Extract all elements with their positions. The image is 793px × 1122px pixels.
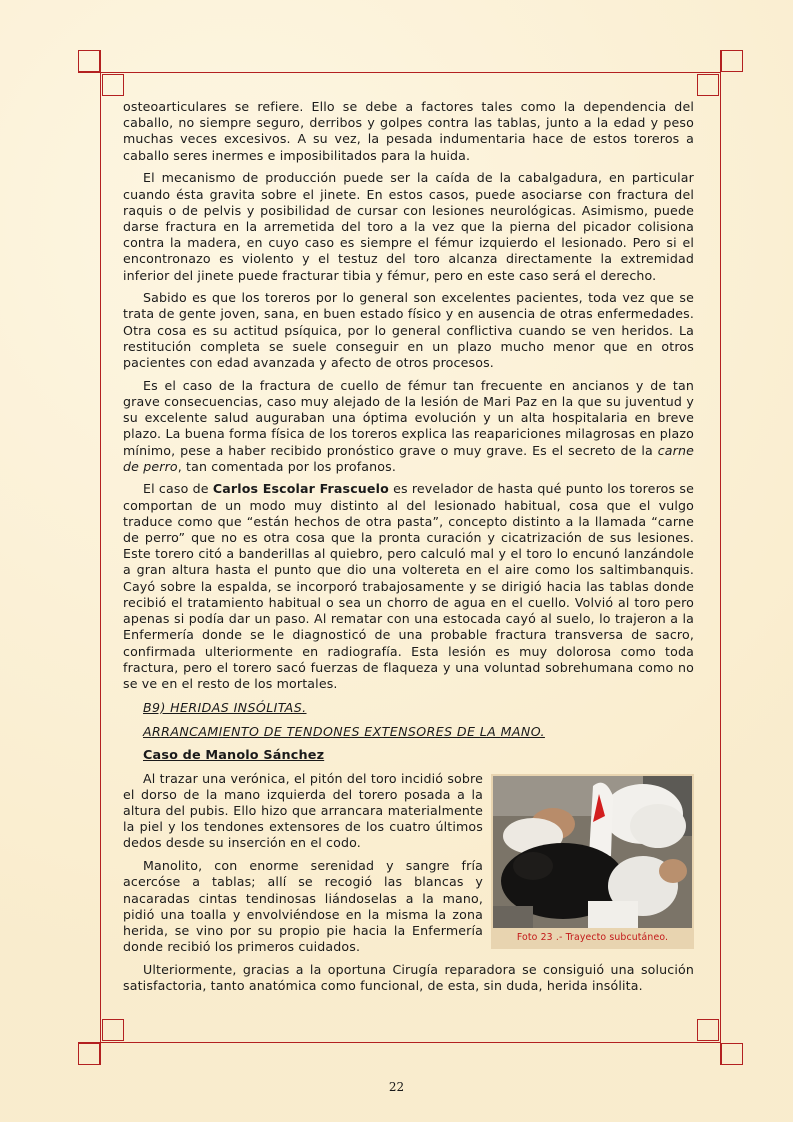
paragraph-5-text: es revelador de hasta qué punto los toreros se comportan de un modo muy distinto al del lesionado habitual, cosa que el vulgo traduce como que “están hechos de otra pasta”, concepto distinto a la llamada “carne de perro” que no es otra cosa que la pronta curación y cicatrización de sus lesiones. Este torero citó a banderillas al quiebro, pero calculó mal y el toro lo encunó lanzándole a gran altura hasta el punto que dio una voltereta en el aire como los saltimbanquis. Cayó sobre la espalda, se incorporó trabajosamente y se dirigió hacia las tablas donde recibió el tratamiento habitual o sea un chorro de agua en el cuello. Volvió al toro pero apenas si podía dar un paso. Al rematar con una estocada cayó al suelo, lo trajeron a la Enfermería donde se le diagnosticó de una probable fractura transversa de sacro, confirmada ulteriormente en radiografía. Esta lesión es muy dolorosa como toda fractura, pero el torero sacó fuerzas de flaqueza y una voluntad sobrehumana como no se ve en el resto de los mortales.	[123, 481, 694, 691]
frame-bottom-line	[78, 1042, 721, 1043]
corner-ornament-top-left	[78, 50, 124, 96]
paragraph-5-lead: El caso de	[143, 481, 213, 497]
case-heading: Caso de Manolo Sánchez	[143, 747, 325, 763]
section-heading-b9: B9) HERIDAS INSÓLITAS.	[143, 699, 307, 715]
frame-left-line	[100, 50, 101, 1065]
paragraph-5	[123, 481, 694, 692]
paragraph-1: osteoarticulares se refiere. Ello se debe a factores tales como la dependencia del caballo, no siempre seguro, derribos y golpes contra las tablas, junto a la edad y peso muchas veces excesivos. A su vez, la pesada indumentaria hace de estos toreros a caballo seres inermes e imposibilitados para la huida.	[123, 99, 694, 163]
paragraph-4	[123, 378, 694, 475]
paragraph-8: Ulteriormente, gracias a la oportuna Cirugía reparadora se consiguió una solución satisfactoria, tanto anatómica como funcional, de esta, sin duda, herida insólita.	[123, 961, 694, 994]
page-body	[123, 99, 694, 1001]
section-heading-tendons: ARRANCAMIENTO DE TENDONES EXTENSORES DE LA MANO.	[143, 723, 545, 739]
paragraph-4-italic: carne de perro	[123, 442, 694, 474]
paragraph-4-tail: , tan comentada por los profanos.	[177, 458, 396, 474]
corner-ornament-bottom-left	[78, 1019, 124, 1065]
paragraph-7: Manolito, con enorme serenidad y sangre fría acercóse a tablas; allí se recogió las blancas y nacaradas cintas tendinosas liándoselas a la mano, pidió una toalla y envolviéndose en la misma la zona herida, se vino por su propio pie hacia la Enfermería donde recibió los primeros cuidados.	[123, 858, 483, 955]
paragraph-4-text: Es el caso de la fractura de cuello de fémur tan frecuente en ancianos y de tan grave consecuencias, caso muy alejado de la lesión de Mari Paz en la que su juventud y su excelente salud auguraban una óptima evolución y un alta hospitalaria en breve plazo. La buena forma física de los toreros explica las reapariciones milagrosas en plazo mínimo, pese a haber recibido pronóstico grave o muy grave. Es el secreto de la	[123, 377, 694, 458]
bullfight-photo	[493, 776, 692, 928]
frame-right-line	[720, 50, 721, 1065]
page-number: 22	[388, 1080, 405, 1094]
paragraph-2: El mecanismo de producción puede ser la caída de la cabalgadura, en particular cuando ésta gravita sobre el jinete. En estos casos, puede asociarse con fractura del raquis o de pelvis y posibilidad de cursar con lesiones neurológicas. Asimismo, puede darse fractura en la arremetida del toro a la vez que la pierna del picador colisiona contra la madera, en cuyo caso es siempre el fémur izquierdo el lesionado. Pero si el encontronazo es violento y el testuz del toro alcanza directamente la extremidad inferior del jinete puede fracturar tibia y fémur, pero en este caso será el derecho.	[123, 170, 694, 283]
bullfight-photo-drawing	[493, 776, 692, 928]
corner-ornament-top-right	[697, 50, 743, 96]
photo-caption: Foto 23 .- Trayecto subcutáneo.	[516, 931, 669, 943]
paragraph-6: Al trazar una verónica, el pitón del toro incidió sobre el dorso de la mano izquierda del torero posada a la altura del pubis. Ello hizo que arrancara materialmente la piel y los tendones extensores de los cuatro últimos dedos desde su inserción en el codo.	[123, 770, 483, 851]
photo-figure	[491, 774, 694, 949]
frame-top-line	[78, 72, 721, 73]
corner-ornament-bottom-right	[697, 1019, 743, 1065]
paragraph-5-name: Carlos Escolar Frascuelo	[212, 481, 389, 497]
paragraph-3: Sabido es que los toreros por lo general son excelentes pacientes, toda vez que se trata de gente joven, sana, en buen estado físico y en ausencia de otras enfermedades. Otra cosa es su actitud psíquica, por lo general conflictiva cuando se ven heridos. La restitución completa se suele conseguir en un plazo mucho menor que en otros pacientes con edad avanzada y afecto de otros procesos.	[123, 290, 694, 371]
